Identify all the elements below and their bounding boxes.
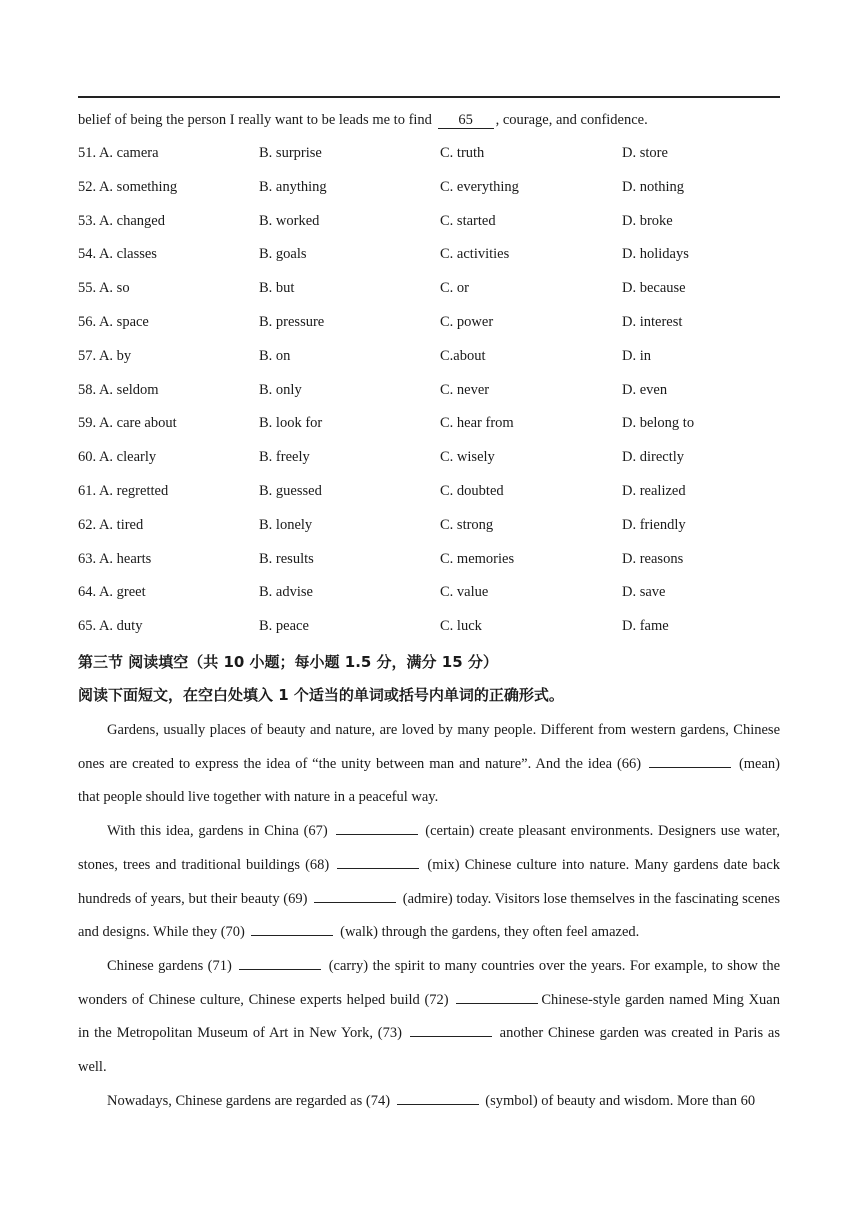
- question-58-options: [78, 382, 780, 416]
- option-a: 61. A. regretted: [78, 482, 169, 499]
- option-b: B. look for: [259, 415, 323, 432]
- intro-text-before: belief of being the person I really want to be leads me to find: [78, 112, 432, 128]
- passage: [78, 714, 780, 1118]
- option-d: D. save: [622, 584, 666, 601]
- option-a: 51. A. camera: [78, 145, 159, 161]
- passage-text: Nowadays, Chinese gardens are regarded as (74): [107, 1092, 391, 1109]
- option-a: 56. A. space: [78, 313, 149, 330]
- question-55-options: [78, 280, 780, 314]
- option-a: 62. A. tired: [78, 516, 144, 533]
- option-d: D. friendly: [622, 516, 686, 533]
- blank-66: [649, 753, 731, 768]
- section-title: 第三节 阅读填空（共 10 小题；每小题 1.5 分，满分 15 分）: [78, 653, 498, 671]
- passage-text: (symbol) of beauty and wisdom. More than 60: [485, 1092, 756, 1109]
- option-d: D. in: [622, 347, 651, 364]
- blank-69: [314, 888, 396, 903]
- passage-text: (mean) that people should live together with nature in a peaceful way.: [78, 755, 781, 806]
- option-c: C. memories: [440, 550, 515, 567]
- blank-65: 65: [438, 113, 494, 129]
- passage-text: Gardens, usually places of beauty and nature, are loved by many people. Different from western gardens, Chinese ones are created to express the idea of “the unity between man and nature”. And the idea (66): [78, 722, 780, 772]
- option-d: D. holidays: [622, 246, 689, 263]
- question-64-options: [78, 584, 780, 618]
- passage-text: (walk) through the gardens, they often feel amazed.: [340, 924, 640, 941]
- option-c: C. doubted: [440, 482, 504, 499]
- option-b: B. anything: [259, 178, 327, 195]
- option-c: C. everything: [440, 178, 519, 195]
- passage-text: (carry) the spirit to many countries over the years. For example, to show the wonders of Chinese culture, Chinese experts helped build (72): [78, 957, 781, 1008]
- option-b: B. pressure: [259, 313, 325, 330]
- question-61-options: [78, 483, 780, 517]
- question-63-options: [78, 551, 780, 585]
- option-b: B. surprise: [259, 145, 322, 161]
- passage-text: (certain) create pleasant environments. Designers use water, stones, trees and traditional buildings (68): [78, 823, 781, 873]
- intro-line: [78, 112, 648, 129]
- option-a: 53. A. changed: [78, 212, 165, 229]
- option-b: B. only: [259, 381, 302, 398]
- option-a: 58. A. seldom: [78, 381, 159, 398]
- option-b: B. peace: [259, 618, 309, 635]
- option-c: C. value: [440, 584, 489, 601]
- passage-text: Chinese-style garden named Ming Xuan in the Metropolitan Museum of Art in New York, (73): [78, 991, 780, 1042]
- option-a: 55. A. so: [78, 280, 130, 297]
- header-rule: [78, 96, 780, 98]
- option-a: 63. A. hearts: [78, 550, 152, 567]
- option-b: B. lonely: [259, 516, 313, 533]
- option-d: D. fame: [622, 618, 669, 635]
- passage-text: (admire) today. Visitors lose themselves in the fascinating scenes and designs. While they (70): [78, 890, 781, 941]
- question-54-options: [78, 246, 780, 280]
- question-60-options: [78, 449, 780, 483]
- question-53-options: [78, 213, 780, 247]
- option-d: D. reasons: [622, 550, 684, 567]
- question-57-options: [78, 348, 780, 382]
- passage-text: With this idea, gardens in China (67): [107, 823, 328, 840]
- paragraph-3: [78, 950, 780, 1085]
- option-d: D. because: [622, 280, 686, 297]
- option-d: D. belong to: [622, 415, 695, 432]
- blank-68: [337, 854, 419, 869]
- question-52-options: [78, 179, 780, 213]
- passage-text: (mix) Chinese culture into nature. Many gardens date back hundreds of years, but their beauty (69): [78, 856, 781, 907]
- option-b: B. results: [259, 550, 314, 567]
- blank-70: [251, 921, 333, 936]
- blank-72: [456, 989, 538, 1004]
- option-d: D. even: [622, 381, 668, 398]
- option-b: B. worked: [259, 212, 320, 229]
- option-c: C. power: [440, 313, 494, 330]
- option-c: C. started: [440, 212, 496, 229]
- option-c: C. strong: [440, 516, 494, 533]
- option-a: 64. A. greet: [78, 584, 146, 601]
- option-a: 54. A. classes: [78, 246, 157, 263]
- option-d: D. directly: [622, 449, 685, 466]
- option-b: B. but: [259, 280, 295, 297]
- blank-71: [239, 955, 321, 970]
- option-c: C. truth: [440, 145, 485, 161]
- option-a: 60. A. clearly: [78, 449, 157, 466]
- option-a: 52. A. something: [78, 178, 178, 195]
- question-59-options: [78, 415, 780, 449]
- question-62-options: [78, 517, 780, 551]
- blank-73: [410, 1022, 492, 1037]
- question-56-options: [78, 314, 780, 348]
- section-instruction: 阅读下面短文，在空白处填入 1 个适当的单词或括号内单词的正确形式。: [78, 686, 564, 704]
- option-c: C.about: [440, 347, 486, 364]
- option-list: [78, 145, 780, 652]
- option-b: B. on: [259, 347, 291, 364]
- option-c: C. activities: [440, 246, 510, 263]
- paragraph-1: [78, 714, 780, 815]
- intro-text-after: , courage, and confidence.: [495, 112, 648, 128]
- option-d: D. interest: [622, 313, 683, 330]
- passage-text: another Chinese garden was created in Paris as well.: [78, 1025, 781, 1076]
- option-c: C. luck: [440, 618, 482, 635]
- option-d: D. store: [622, 145, 668, 161]
- option-c: C. or: [440, 280, 469, 297]
- option-d: D. nothing: [622, 178, 685, 195]
- blank-74: [397, 1090, 479, 1105]
- blank-67: [336, 820, 418, 835]
- option-a: 59. A. care about: [78, 415, 177, 432]
- option-d: D. realized: [622, 482, 686, 499]
- option-a: 65. A. duty: [78, 618, 143, 635]
- passage-text: Chinese gardens (71): [107, 957, 232, 974]
- option-b: B. advise: [259, 584, 313, 601]
- option-d: D. broke: [622, 212, 673, 229]
- paragraph-4: [78, 1085, 780, 1119]
- question-51-options: [78, 145, 780, 179]
- option-c: C. hear from: [440, 415, 514, 432]
- question-65-options: [78, 618, 780, 652]
- option-c: C. never: [440, 381, 490, 398]
- option-c: C. wisely: [440, 449, 495, 466]
- option-b: B. freely: [259, 449, 310, 466]
- option-a: 57. A. by: [78, 347, 132, 364]
- option-b: B. guessed: [259, 482, 322, 499]
- option-b: B. goals: [259, 246, 307, 263]
- paragraph-2: [78, 815, 780, 950]
